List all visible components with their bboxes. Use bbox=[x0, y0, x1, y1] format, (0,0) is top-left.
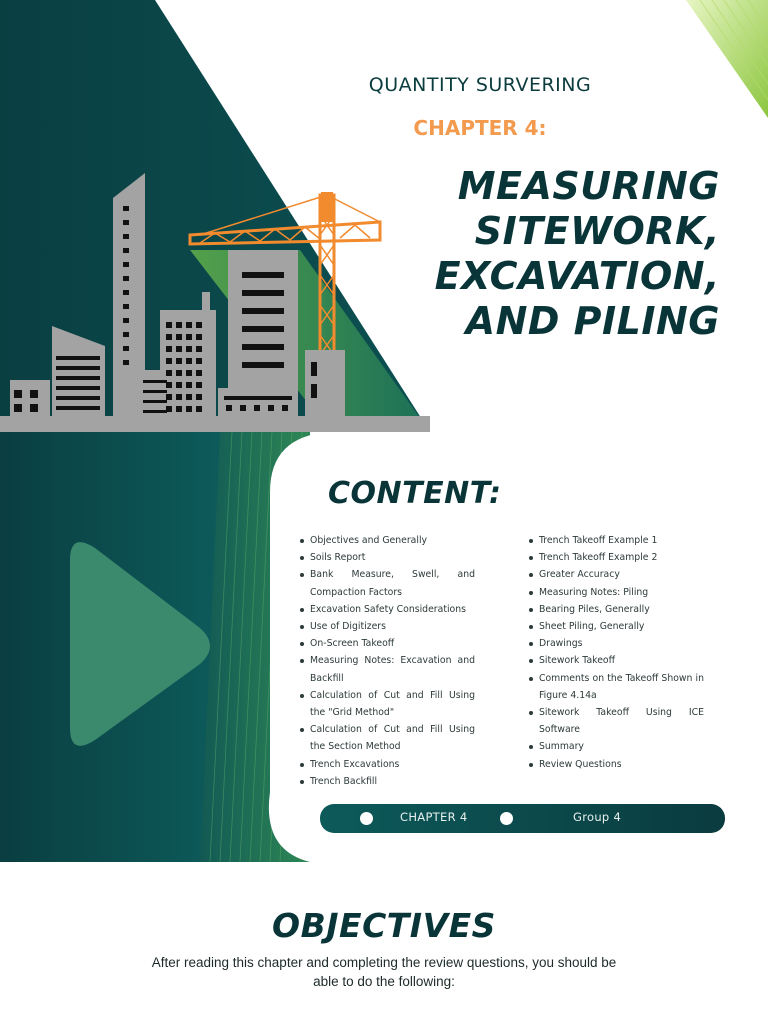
toc-item: Trench Takeoff Example 1 bbox=[529, 532, 704, 549]
objectives-heading: OBJECTIVES bbox=[272, 906, 496, 945]
toc-list-right bbox=[529, 532, 704, 773]
dot-icon bbox=[500, 812, 513, 825]
toc-item: Sitework Takeoff bbox=[529, 652, 704, 669]
content-heading: CONTENT: bbox=[328, 476, 502, 511]
toc-item: Measuring Notes: Piling bbox=[529, 584, 704, 601]
toc-item: Sitework Takeoff Using ICE Software bbox=[529, 704, 704, 738]
city-skyline-illustration bbox=[0, 165, 430, 432]
footer-chapter-label: CHAPTER 4 bbox=[400, 810, 468, 824]
toc-item: Use of Digitizers bbox=[300, 618, 475, 635]
toc-item: Bank Measure, Swell, and Compaction Factors bbox=[300, 566, 475, 600]
objectives-section bbox=[0, 862, 768, 1024]
toc-item: On-Screen Takeoff bbox=[300, 635, 475, 652]
toc-item: Calculation of Cut and Fill Using the Section Method bbox=[300, 721, 475, 755]
toc-item: Summary bbox=[529, 738, 704, 755]
toc-item: Excavation Safety Considerations bbox=[300, 601, 475, 618]
footer-group-label: Group 4 bbox=[573, 810, 622, 824]
chapter-title-line: EXCAVATION, bbox=[434, 254, 720, 298]
cover-section bbox=[0, 0, 768, 432]
chapter-label: CHAPTER 4: bbox=[413, 116, 547, 140]
toc-item: Trench Takeoff Example 2 bbox=[529, 549, 704, 566]
toc-item: Measuring Notes: Excavation and Backfill bbox=[300, 652, 475, 686]
toc-item: Comments on the Takeoff Shown in Figure 4.14a bbox=[529, 670, 704, 704]
toc-list-left bbox=[300, 532, 475, 790]
chapter-title-line: AND PILING bbox=[465, 299, 720, 343]
toc-item: Bearing Piles, Generally bbox=[529, 601, 704, 618]
chapter-footer-bar bbox=[320, 804, 725, 833]
chapter-title-line: SITEWORK, bbox=[474, 209, 720, 253]
subject-title: QUANTITY SURVERING bbox=[368, 74, 592, 96]
toc-item: Sheet Piling, Generally bbox=[529, 618, 704, 635]
chapter-title-line: MEASURING bbox=[457, 164, 720, 208]
buildings bbox=[0, 173, 430, 432]
objectives-intro: After reading this chapter and completing the review questions, you should be able to do the following: bbox=[151, 955, 617, 989]
toc-item: Trench Backfill bbox=[300, 773, 475, 790]
toc-item: Greater Accuracy bbox=[529, 566, 704, 583]
toc-item: Trench Excavations bbox=[300, 756, 475, 773]
toc-item: Calculation of Cut and Fill Using the "Grid Method" bbox=[300, 687, 475, 721]
toc-item: Review Questions bbox=[529, 756, 704, 773]
toc-item: Drawings bbox=[529, 635, 704, 652]
toc-item: Soils Report bbox=[300, 549, 475, 566]
dot-icon bbox=[360, 812, 373, 825]
content-section bbox=[0, 432, 768, 862]
toc-item: Objectives and Generally bbox=[300, 532, 475, 549]
